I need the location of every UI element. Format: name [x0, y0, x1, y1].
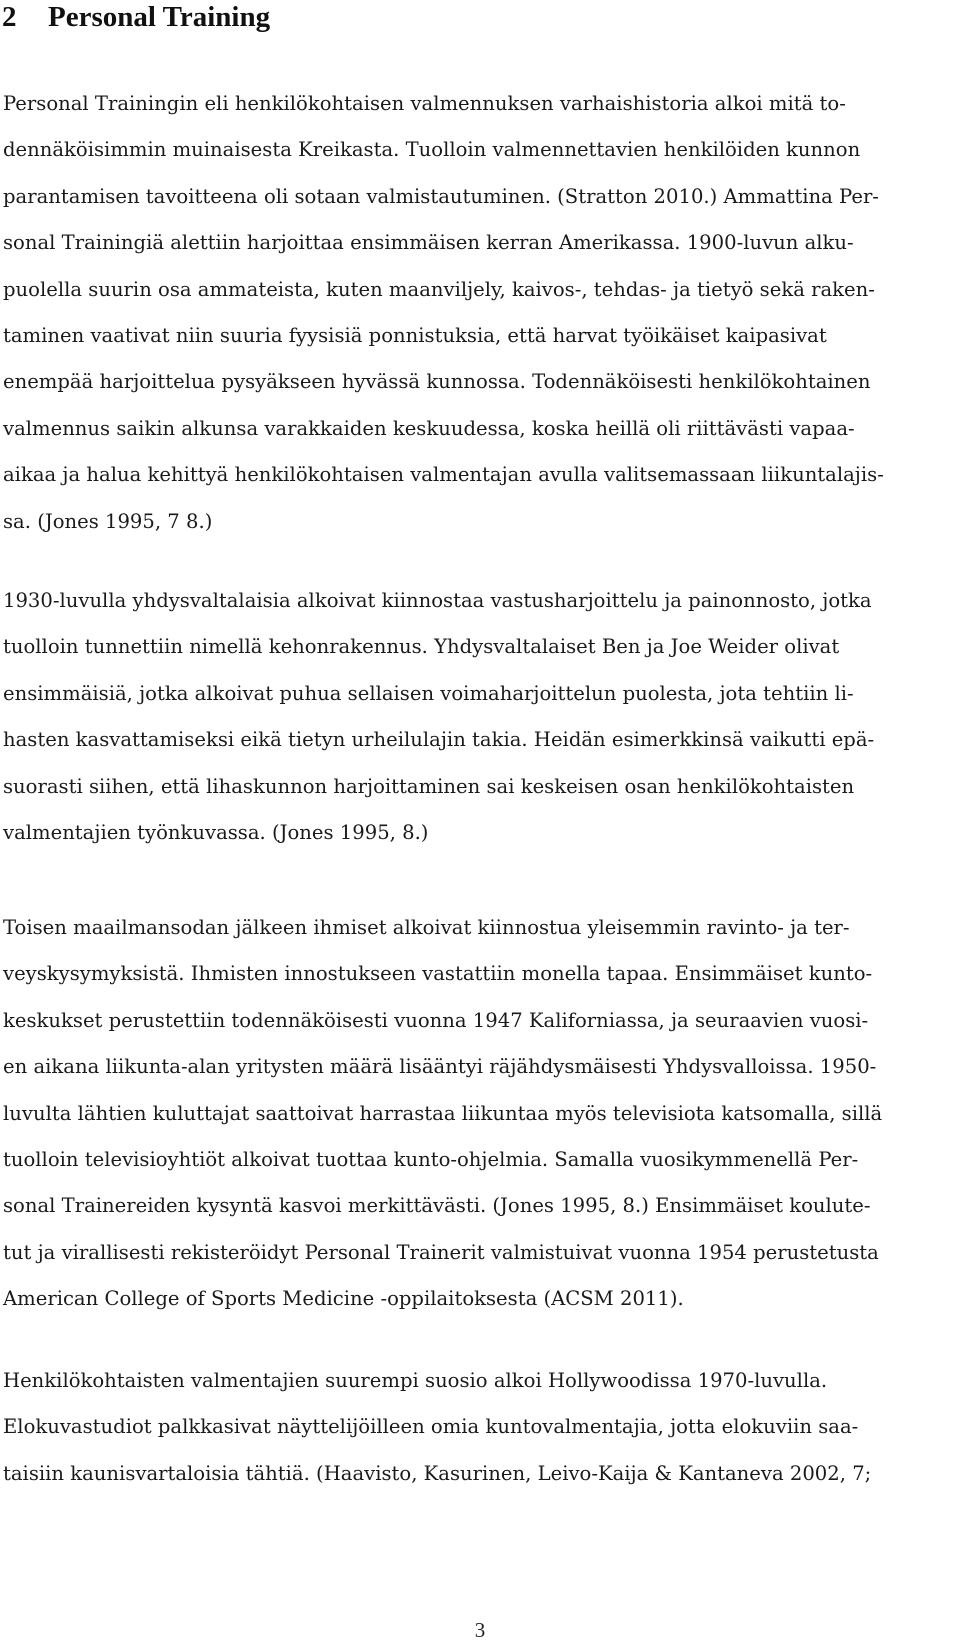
text-line: tuolloin tunnettiin nimellä kehonrakennus. Yhdysvaltalaiset Ben ja Joe Weider olivat [3, 635, 840, 659]
text-line: puolella suurin osa ammateista, kuten maanviljely, kaivos-, tehdas- ja tietyö sekä raken- [3, 277, 875, 301]
text-line: Henkilökohtaisten valmentajien suurempi suosio alkoi Hollywoodissa 1970-luvulla. [3, 1369, 828, 1392]
text-line: valmentajien työnkuvassa. (Jones 1995, 8.) [3, 820, 429, 844]
text-line: taisiin kaunisvartaloisia tähtiä. (Haavisto, Kasurinen, Leivo-Kaija & Kantaneva 2002, 7; [3, 1461, 872, 1485]
text-line: ensimmäisiä, jotka alkoivat puhua sellaisen voimaharjoittelun puolesta, jota tehtiin li- [3, 681, 854, 705]
text-line: sonal Trainingiä alettiin harjoittaa ensimmäisen kerran Amerikassa. 1900-luvun alku- [3, 231, 854, 255]
text-line: veyskysymyksistä. Ihmisten innostukseen vastattiin monella tapaa. Ensimmäiset kunto- [3, 962, 873, 986]
paragraph-1930s [3, 578, 874, 856]
text-line: tut ja virallisesti rekisteröidyt Personal Trainerit valmistuivat vuonna 1954 perustetusta [3, 1240, 879, 1264]
text-line: hasten kasvattamiseksi eikä tietyn urheilulajin takia. Heidän esimerkkinsä vaikutti epä- [3, 728, 875, 752]
section-title: Personal Training [48, 1, 271, 33]
text-line: Toisen maailmansodan jälkeen ihmiset alkoivat kiinnostua yleisemmin ravinto- ja ter- [3, 916, 850, 939]
text-line: enempää harjoittelua pysyäkseen hyvässä kunnossa. Todennäköisesti henkilökohtainen [3, 370, 871, 394]
text-line: suorasti siihen, että lihaskunnon harjoittaminen sai keskeisen osan henkilökohtaisten [3, 774, 855, 798]
page-number: 3 [474, 1618, 486, 1642]
text-line: valmennus saikin alkunsa varakkaiden keskuudessa, koska heillä oli riittävästi vapaa- [3, 416, 855, 440]
paragraph-early-history [3, 81, 884, 545]
text-line: sonal Trainereiden kysyntä kasvoi merkittävästi. (Jones 1995, 8.) Ensimmäiset koulute- [3, 1194, 871, 1218]
paragraph-post-war [3, 905, 882, 1323]
text-line: parantamisen tavoitteena oli sotaan valmistautuminen. (Stratton 2010.) Ammattina Per- [3, 184, 879, 208]
text-line: American College of Sports Medicine -oppilaitoksesta (ACSM 2011). [3, 1287, 684, 1311]
paragraph-hollywood [3, 1358, 871, 1497]
section-heading [2, 0, 270, 34]
text-line: sa. (Jones 1995, 7 8.) [3, 509, 213, 533]
text-line: en aikana liikunta-alan yritysten määrä lisääntyi räjähdysmäisesti Yhdysvalloissa. 1950- [3, 1055, 877, 1079]
text-line: 1930-luvulla yhdysvaltalaisia alkoivat kiinnostaa vastusharjoittelu ja painonnosto, jotka [3, 589, 872, 612]
text-line: tuolloin televisioyhtiöt alkoivat tuottaa kunto-ohjelmia. Samalla vuosikymmenellä Per- [3, 1147, 859, 1171]
text-line: Personal Trainingin eli henkilökohtaisen valmennuksen varhaishistoria alkoi mitä to- [3, 92, 846, 115]
text-line: dennäköisimmin muinaisesta Kreikasta. Tuolloin valmennettavien henkilöiden kunnon [3, 138, 861, 162]
section-number: 2 [2, 1, 17, 33]
text-line: keskukset perustettiin todennäköisesti vuonna 1947 Kaliforniassa, ja seuraavien vuosi- [3, 1008, 869, 1032]
text-line: luvulta lähtien kuluttajat saattoivat harrastaa liikuntaa myös televisiota katsomalla, sillä [3, 1101, 883, 1125]
text-line: Elokuvastudiot palkkasivat näyttelijöilleen omia kuntovalmentajia, jotta elokuviin saa- [3, 1415, 859, 1439]
text-line: aikaa ja halua kehittyä henkilökohtaisen valmentajan avulla valitsemassaan liikuntalajis- [3, 463, 884, 487]
text-line: taminen vaativat niin suuria fyysisiä ponnistuksia, että harvat työikäiset kaipasivat [3, 323, 827, 347]
